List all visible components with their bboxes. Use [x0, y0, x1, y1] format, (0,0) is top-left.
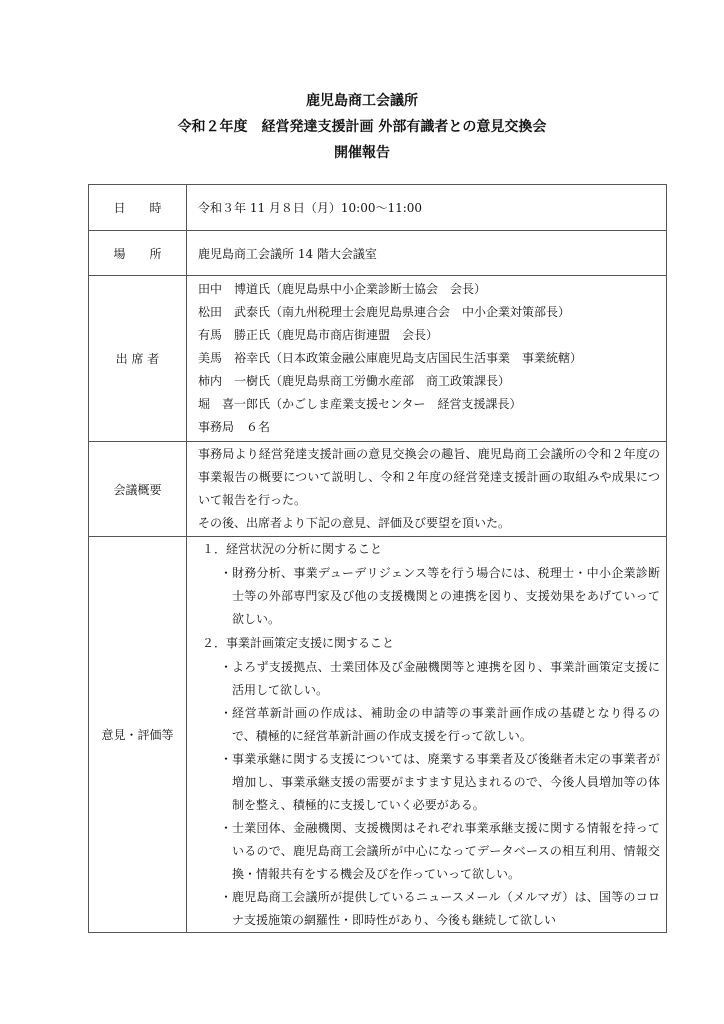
summary-paragraph: その後、出席者より下記の意見、評価及び要望を頂いた。 — [198, 516, 511, 530]
attendee-list — [187, 276, 667, 442]
section-heading: ２．事業計画策定支援に関すること — [202, 636, 395, 650]
place-label: 場 所 — [89, 231, 187, 276]
attendee-item: 堀 喜一郎氏（かごしま産業支援センター 経営支援課長） — [198, 397, 522, 411]
section-heading: １．経営状況の分析に関すること — [202, 542, 383, 556]
report-header — [0, 88, 724, 166]
attendee-item: 事務局 ６名 — [198, 420, 271, 434]
attendee-item: 田中 博道氏（鹿児島県中小企業診断士協会 会長） — [198, 282, 487, 296]
attendee-item: 柿内 一樹氏（鹿児島県商工労働水産部 商工政策課長） — [198, 374, 511, 388]
opinion-bullet: ・ 士業団体、金融機関、支援機関はそれぞれ事業承継支援に関する情報を持っているので、鹿児島商工会議所が中心になってデータベースの相互利用、情報交換・情報共有をする機会及びを作っていって欲しい。 — [220, 821, 660, 881]
attendee-item: 有馬 勝正氏（鹿児島市商店街連盟 会長） — [198, 328, 439, 342]
date-label: 日 時 — [89, 185, 187, 231]
attendees-label: 出 席 者 — [89, 276, 187, 442]
report-title: 令和２年度 経営発達支援計画 外部有識者との意見交換会 — [177, 119, 547, 135]
summary-paragraph: 事務局より経営発達支援計画の意見交換会の趣旨、鹿児島商工会議所の令和２年度の事業報告の概要について説明し、令和２年度の経営発達支援計画の取組みや成果について報告を行った。 — [198, 447, 660, 507]
opinion-bullet: ・ 事業承継に関する支援については、廃業する事業者及び後継者未定の事業者が増加し、事業承継支援の需要がますます見込まれるので、今後人員増加等の体制を整え、積極的に支援していく必要がある。 — [220, 752, 660, 812]
report-subtitle: 開催報告 — [334, 145, 390, 161]
summary-row — [89, 442, 667, 537]
place-value: 鹿児島商工会議所 14 階大会議室 — [187, 231, 667, 276]
summary-content — [187, 442, 667, 537]
opinions-row — [89, 537, 667, 933]
opinion-bullet: ・ よろず支援拠点、士業団体及び金融機関等と連携を図り、事業計画策定支援に活用して欲しい。 — [220, 660, 660, 697]
opinions-label: 意見・評価等 — [89, 537, 187, 933]
opinion-bullet: ・ 鹿児島商工会議所が提供しているニュースメール（メルマガ）は、国等のコロナ支援施策の網羅性・即時性があり、今後も継続して欲しい — [220, 890, 660, 927]
date-value: 令和３年 11 月８日（月）10:00～11:00 — [187, 185, 667, 231]
organization-name: 鹿児島商工会議所 — [306, 93, 418, 109]
date-row — [89, 185, 667, 231]
opinion-bullet: ・ 経営革新計画の作成は、補助金の申請等の事業計画作成の基礎となり得るので、積極的に経営革新計画の作成支援を行って欲しい。 — [220, 706, 660, 743]
report-table — [88, 184, 667, 933]
attendee-item: 美馬 裕幸氏（日本政策金融公庫鹿児島支店国民生活事業 事業統轄） — [198, 351, 583, 365]
opinions-content — [187, 537, 667, 933]
opinion-bullet: ・ 財務分析、事業デューデリジェンス等を行う場合には、税理士・中小企業診断士等の外部専門家及び他の支援機関との連携を図り、支援効果をあげていって欲しい。 — [220, 566, 660, 626]
attendees-row — [89, 276, 667, 442]
summary-label: 会議概要 — [89, 442, 187, 537]
attendee-item: 松田 武泰氏（南九州税理士会鹿児島県連合会 中小企業対策部長） — [198, 305, 571, 319]
place-row — [89, 231, 667, 276]
